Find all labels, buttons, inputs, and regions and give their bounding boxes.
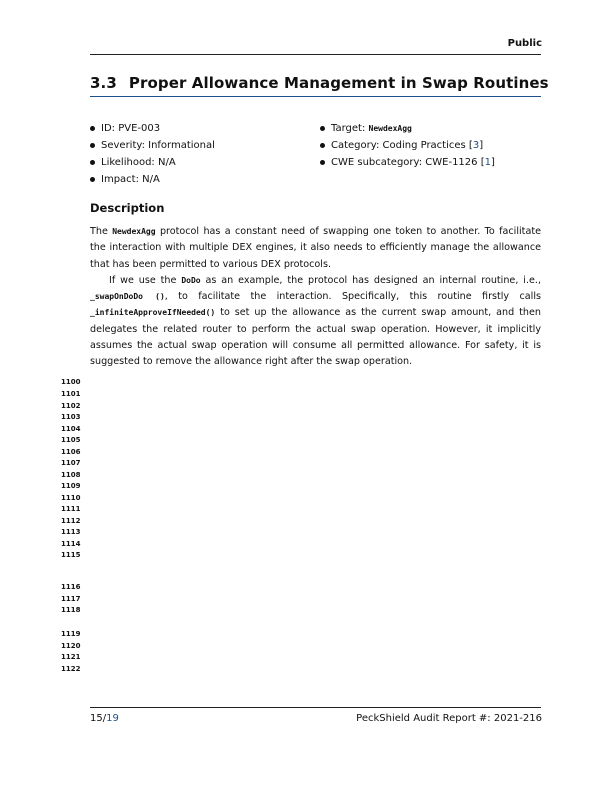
meta-list-left: [90, 120, 215, 188]
line-number: 1102: [61, 402, 81, 410]
page-total-link[interactable]: 19: [106, 713, 119, 724]
section-number: 3.3: [90, 74, 117, 92]
line-number: 1114: [61, 540, 81, 548]
header-divider: [90, 54, 541, 55]
p2-text-b: as an example, the protocol has designed an internal routine, i.e.,: [200, 274, 541, 286]
meta-likelihood: Likelihood: N/A: [90, 154, 215, 171]
line-number: 1104: [61, 425, 81, 433]
meta-id: ID: PVE-003: [90, 120, 215, 137]
p2-code-infiniteapprove: _infiniteApproveIfNeeded(): [90, 308, 216, 318]
p1-text-a: The: [90, 226, 113, 237]
line-number: 1121: [61, 653, 81, 661]
page-current: 15: [90, 713, 103, 724]
line-number: 1110: [61, 494, 81, 502]
line-number: 1105: [61, 436, 81, 444]
line-number: 1118: [61, 606, 81, 614]
meta-cwe-close: ]: [490, 157, 495, 168]
p2-text-c: , to facilitate the interaction. Specifically, this routine firstly calls: [164, 291, 541, 303]
line-number: 1101: [61, 390, 81, 398]
p2-code-dodo: DoDo: [181, 275, 201, 285]
meta-category-close: ]: [479, 140, 484, 151]
meta-target-label: Target:: [331, 123, 369, 134]
p2-text-a: If we use the: [109, 274, 182, 286]
section-heading: [90, 74, 549, 92]
line-number: 1115: [61, 551, 81, 559]
footer-divider: [90, 707, 541, 708]
description-heading: Description: [90, 201, 165, 215]
description-paragraph-1: [90, 224, 541, 273]
page-number: [90, 713, 119, 724]
line-number: 1107: [61, 459, 81, 467]
header-public-label: Public: [507, 38, 542, 49]
meta-impact: Impact: N/A: [90, 171, 215, 188]
description-paragraph-2: [90, 273, 541, 371]
line-number: 1122: [61, 665, 81, 673]
page-separator: /: [102, 713, 107, 724]
p1-code-newdexagg: NewdexAgg: [112, 227, 156, 236]
meta-list-right: [320, 120, 495, 171]
meta-cwe-label: CWE subcategory: CWE-1126 [: [331, 157, 485, 168]
category-citation-link[interactable]: 3: [472, 140, 480, 151]
line-number: 1103: [61, 413, 81, 421]
line-number: 1106: [61, 448, 81, 456]
meta-category: [320, 137, 495, 154]
section-divider: [90, 96, 541, 97]
line-number: 1112: [61, 517, 81, 525]
meta-target-value: NewdexAgg: [368, 124, 412, 133]
line-number: 1113: [61, 528, 81, 536]
p2-code-swapondodo: _swapOnDoDo (): [90, 292, 165, 302]
section-title: Proper Allowance Management in Swap Routines: [128, 74, 549, 92]
line-number: 1120: [61, 642, 81, 650]
meta-cwe: [320, 154, 495, 171]
line-number: 1116: [61, 583, 81, 591]
meta-severity: Severity: Informational: [90, 137, 215, 154]
line-number: 1119: [61, 630, 81, 638]
line-number: 1100: [61, 378, 81, 386]
line-number: 1108: [61, 471, 81, 479]
cwe-citation-link[interactable]: 1: [484, 157, 491, 168]
description-body: [90, 224, 541, 371]
line-number: 1111: [61, 505, 81, 513]
line-number: 1109: [61, 482, 81, 490]
line-number: 1117: [61, 595, 81, 603]
meta-target: [320, 120, 495, 137]
p1-text-b: protocol has a constant need of swapping one token to another. To facilitate the interaction with multiple DEX engines, it also needs to efficiently manage the allowance that has been permitted to various DEX protocols.: [90, 226, 541, 270]
meta-category-label: Category: Coding Practices [: [331, 140, 473, 151]
report-id: PeckShield Audit Report #: 2021-216: [356, 713, 542, 724]
p2-text-d: to set up the allowance as the current swap amount, and then delegates the related router to perform the actual swap operation. However, it implicitly assumes the actual swap operation will consume all permitted allowance. For safety, it is suggested to remove the allowance right after the swap operation.: [90, 307, 541, 368]
